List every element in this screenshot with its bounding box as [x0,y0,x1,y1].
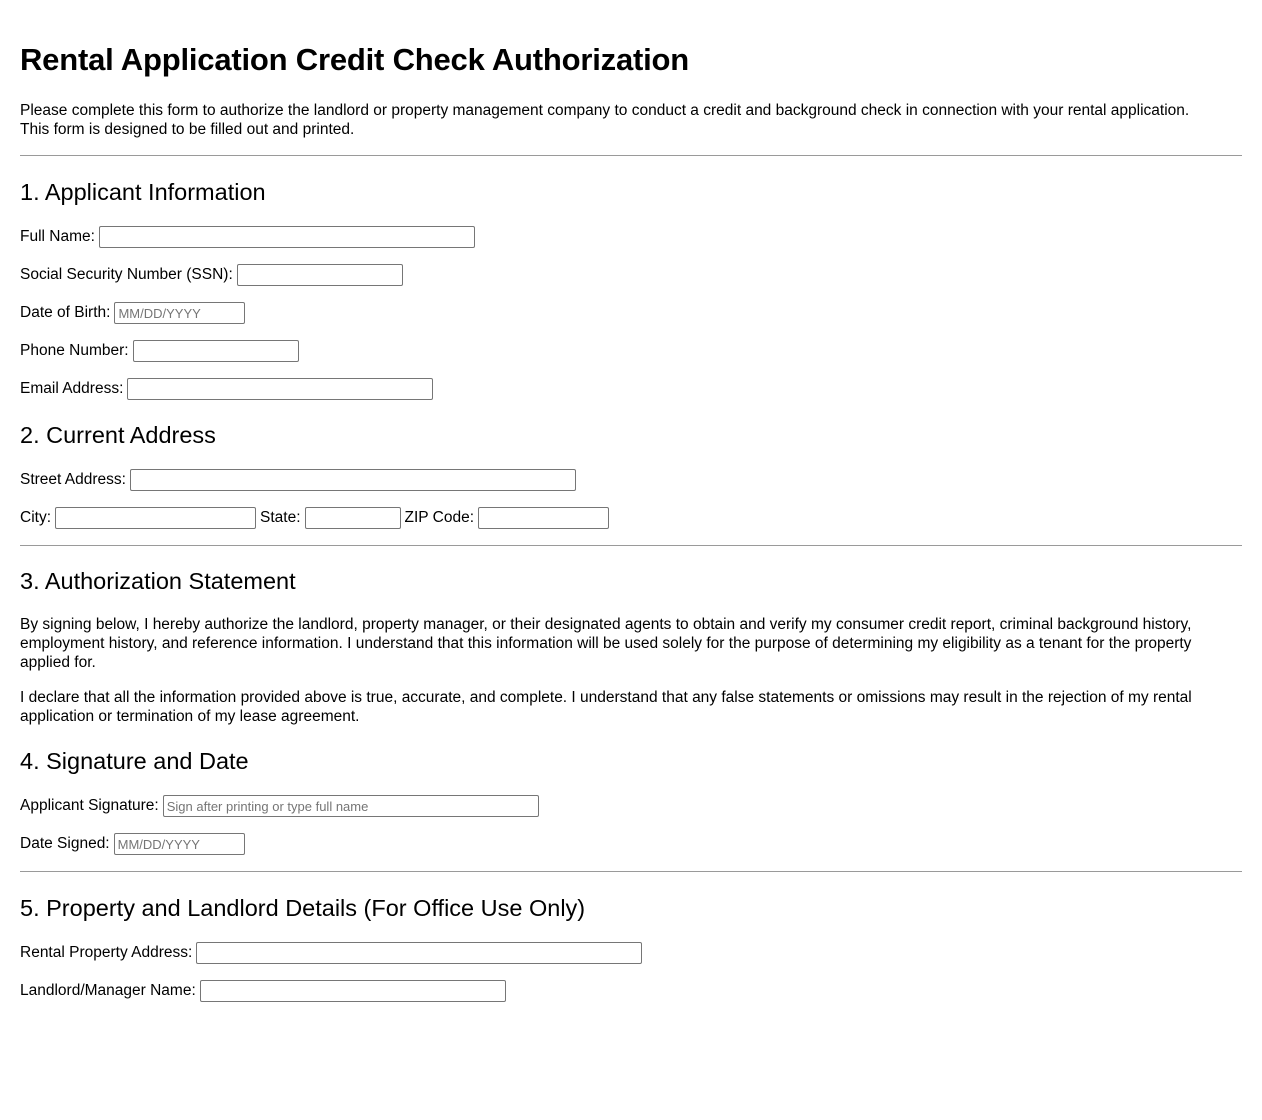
property-address-row [20,942,642,964]
email-input[interactable] [127,378,433,400]
zip-input[interactable] [478,507,609,529]
authorization-line-2: employment history, and reference information. I understand that this information will be used solely for the purpose of determining my eligibility as a tenant for the property [20,635,1192,652]
dob-label: Date of Birth: [20,304,111,321]
email-label: Email Address: [20,380,124,397]
section-heading-current-address: 2. Current Address [20,422,216,448]
declaration-paragraph [20,688,1242,726]
phone-input[interactable] [133,340,299,362]
divider [20,155,1242,156]
ssn-input[interactable] [237,264,403,286]
section-heading-signature: 4. Signature and Date [20,748,249,774]
intro-line-1: Please complete this form to authorize the landlord or property management company to conduct a credit and background check in connection with your rental application. [20,102,1190,119]
full-name-input[interactable] [99,226,475,248]
property-address-input[interactable] [196,942,642,964]
divider [20,545,1242,546]
signature-input[interactable] [163,795,539,817]
landlord-name-row [20,980,506,1002]
page-title: Rental Application Credit Check Authorization [20,42,690,77]
date-signed-row [20,833,245,855]
state-input[interactable] [305,507,401,529]
landlord-name-label: Landlord/Manager Name: [20,982,196,999]
ssn-row [20,264,403,286]
phone-row [20,340,299,362]
city-label: City: [20,509,51,526]
date-signed-label: Date Signed: [20,835,110,852]
authorization-paragraph [20,615,1242,672]
full-name-label: Full Name: [20,228,95,245]
city-input[interactable] [55,507,256,529]
intro-line-2: This form is designed to be filled out and printed. [20,121,355,138]
declaration-line-1: I declare that all the information provided above is true, accurate, and complete. I understand that any false statements or omissions may result in the rejection of my rental [20,689,1192,706]
city-state-zip-row [20,507,609,529]
section-heading-authorization: 3. Authorization Statement [20,568,296,594]
email-row [20,378,433,400]
declaration-line-2: application or termination of my lease agreement. [20,708,360,725]
section-heading-applicant-info: 1. Applicant Information [20,179,266,205]
signature-row [20,795,539,817]
ssn-label: Social Security Number (SSN): [20,266,233,283]
dob-input[interactable] [114,302,245,324]
full-name-row [20,226,475,248]
phone-label: Phone Number: [20,342,129,359]
date-signed-input[interactable] [114,833,245,855]
street-row [20,469,576,491]
divider [20,871,1242,872]
authorization-line-1: By signing below, I hereby authorize the landlord, property manager, or their designated agents to obtain and verify my consumer credit report, criminal background history, [20,616,1192,633]
signature-label: Applicant Signature: [20,797,159,814]
street-address-input[interactable] [130,469,576,491]
section-heading-property-details: 5. Property and Landlord Details (For Office Use Only) [20,895,586,921]
zip-label: ZIP Code: [404,509,475,526]
street-label: Street Address: [20,471,126,488]
landlord-name-input[interactable] [200,980,506,1002]
authorization-line-3: applied for. [20,654,96,671]
state-label: State: [260,509,301,526]
intro-text [20,101,1242,139]
dob-row [20,302,245,324]
property-address-label: Rental Property Address: [20,944,193,961]
